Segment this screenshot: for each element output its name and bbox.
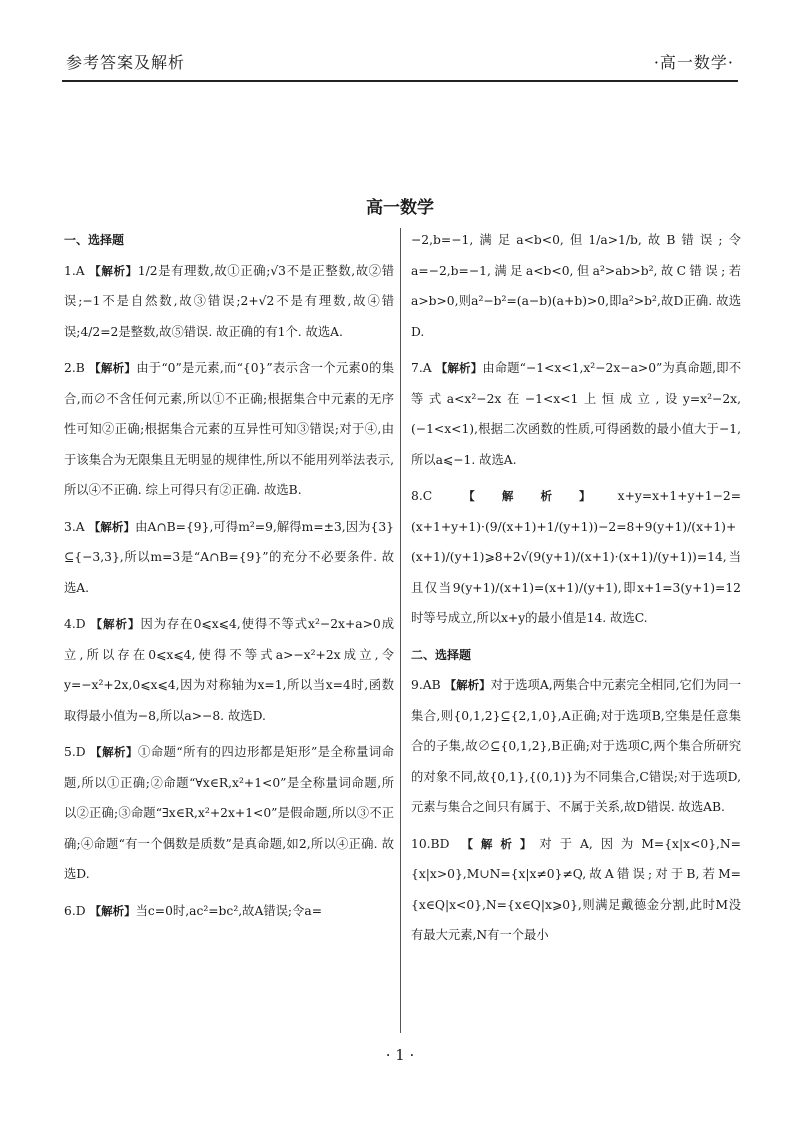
answer-text: 由A∩B={9},可得m²=9,解得m=±3,因为{3}⊆{−3,3},所以m=3是“A∩B={9}”的充分不必要条件. 故选A. bbox=[64, 519, 394, 595]
answer-item bbox=[64, 512, 394, 604]
analysis-tag: 【解析】 bbox=[89, 903, 136, 918]
analysis-tag: 【解析】 bbox=[435, 361, 483, 375]
header-left: 参考答案及解析 bbox=[66, 53, 186, 72]
answer-number: 1.A bbox=[64, 263, 85, 278]
section-title-choice: 一、选择题 bbox=[64, 233, 125, 247]
column-divider bbox=[400, 228, 401, 1033]
answer-text: 1/2是有理数,故①正确;√3不是正整数,故②错误;−1不是自然数,故③错误;2+√2不是有理数,故④错误;4/2=2是整数,故⑤错误. 故正确的有1个. 故选A. bbox=[64, 263, 394, 339]
right-column bbox=[411, 225, 741, 957]
answer-number: 8.C bbox=[411, 489, 433, 503]
right-question-list bbox=[411, 225, 741, 634]
answer-item bbox=[411, 353, 741, 475]
left-question-list bbox=[64, 256, 394, 927]
analysis-tag: 【解析】 bbox=[453, 836, 540, 851]
answer-number: 6.D bbox=[64, 903, 86, 918]
analysis-tag: 【解析】 bbox=[88, 263, 138, 278]
answer-number: 2.B bbox=[64, 361, 85, 375]
header-right: ·高一数学· bbox=[653, 53, 734, 72]
right-question-list-2 bbox=[411, 670, 741, 951]
answer-text: 对于A,因为M={x|x<0},N={x|x>0},M∪N={x|x≠0}≠Q,故A错误;对于B,若M={x∈Q|x<0},N={x∈Q|x⩾0},则满足戴德金分割,此时M没有最大元素,N有一个最小 bbox=[411, 836, 741, 942]
page-title: 高一数学 bbox=[366, 198, 434, 218]
page-number: · 1 · bbox=[385, 1046, 415, 1064]
answer-number: 9.AB bbox=[411, 678, 441, 692]
answer-text: 由于“0”是元素,而“{0}”表示含一个元素0的集合,而∅不含任何元素,所以①不正确;根据集合中元素的无序性可知②正确;根据集合元素的互异性可知③错误;对于④,由于该集合为无限集且无明显的规律性,所以不能用列举法表示,所以④不正确. 综上可得只有②正确. 故选B. bbox=[64, 361, 394, 497]
answer-item bbox=[411, 225, 741, 347]
answer-text: −2,b=−1,满足a<b<0,但1/a>1/b,故B错误;令a=−2,b=−1,满足a<b<0,但a²>ab>b²,故C错误;若a>b>0,则a²−b²=(a−b)(a+b)>0,即a²>b²,故D正确. 故选D. bbox=[411, 233, 741, 339]
answer-text: 对于选项A,两集合中元素完全相同,它们为同一集合,则{0,1,2}⊆{2,1,0},A正确;对于选项B,空集是任意集合的子集,故∅⊆{0,1,2},B正确;对于选项C,两个集合所研究的对象不同,故{0,1},{(0,1)}为不同集合,C错误;对于选项D,元素与集合之间只有属于、不属于关系,故D错误. 故选AB. bbox=[411, 678, 741, 814]
answer-text: 因为存在0⩽x⩽4,使得不等式x²−2x+a>0成立,所以存在0⩽x⩽4,使得不等式a>−x²+2x成立,令y=−x²+2x,0⩽x⩽4,因为对称轴为x=1,所以当x=4时,函数取得最小值为−8,所以a>−8. 故选D. bbox=[64, 617, 394, 723]
left-column bbox=[64, 225, 394, 932]
analysis-tag: 【解析】 bbox=[88, 519, 136, 534]
section-title-multi: 二、选择题 bbox=[411, 647, 472, 662]
answer-item bbox=[411, 829, 741, 951]
answer-text: 当c=0时,ac²=bc²,故A错误;令a= bbox=[135, 903, 323, 918]
answer-item bbox=[64, 256, 394, 348]
answer-text: ①命题“所有的四边形都是矩形”是全称量词命题,所以①正确;②命题“∀x∈R,x²+1<0”是全称量词命题,所以②正确;③命题“∃x∈R,x²+2x+1<0”是假命题,所以③不正确;④命题“有一个偶数是质数”是真命题,如2,所以④正确. 故选D. bbox=[64, 745, 394, 881]
answer-item bbox=[64, 737, 394, 890]
analysis-tag: 【解析】 bbox=[89, 745, 139, 759]
answer-number: 7.A bbox=[411, 361, 432, 375]
answer-item bbox=[64, 896, 394, 927]
analysis-tag: 【解析】 bbox=[444, 678, 491, 692]
answer-item bbox=[411, 670, 741, 823]
answer-number: 5.D bbox=[64, 745, 86, 759]
answer-text: x+y=x+1+y+1−2=(x+1+y+1)·(9/(x+1)+1/(y+1))−2=8+9(y+1)/(x+1)+(x+1)/(y+1)⩾8+2√(9(y+1)/(x+1)·(x+1)/(y+1))=14,当且仅当9(y+1)/(x+1)=(x+1)/(y+1),即x+1=3(y+1)=12时等号成立,所以x+y的最小值是14. 故选C. bbox=[411, 489, 741, 625]
analysis-tag: 【解析】 bbox=[88, 361, 137, 375]
answer-number: 3.A bbox=[64, 519, 85, 534]
answer-number: 10.BD bbox=[411, 836, 450, 851]
header-rule bbox=[62, 80, 738, 82]
answer-number: 4.D bbox=[64, 617, 86, 631]
analysis-tag: 【解析】 bbox=[89, 617, 141, 631]
analysis-tag: 【解析】 bbox=[436, 489, 618, 503]
answer-text: 由命题“−1<x<1,x²−2x−a>0”为真命题,即不等式a<x²−2x在−1<x<1上恒成立,设y=x²−2x,(−1<x<1),根据二次函数的性质,可得函数的最小值大于−1,所以a⩽−1. 故选A. bbox=[411, 361, 742, 467]
answer-item bbox=[64, 353, 394, 506]
answer-item bbox=[411, 481, 741, 634]
answer-item bbox=[64, 609, 394, 731]
